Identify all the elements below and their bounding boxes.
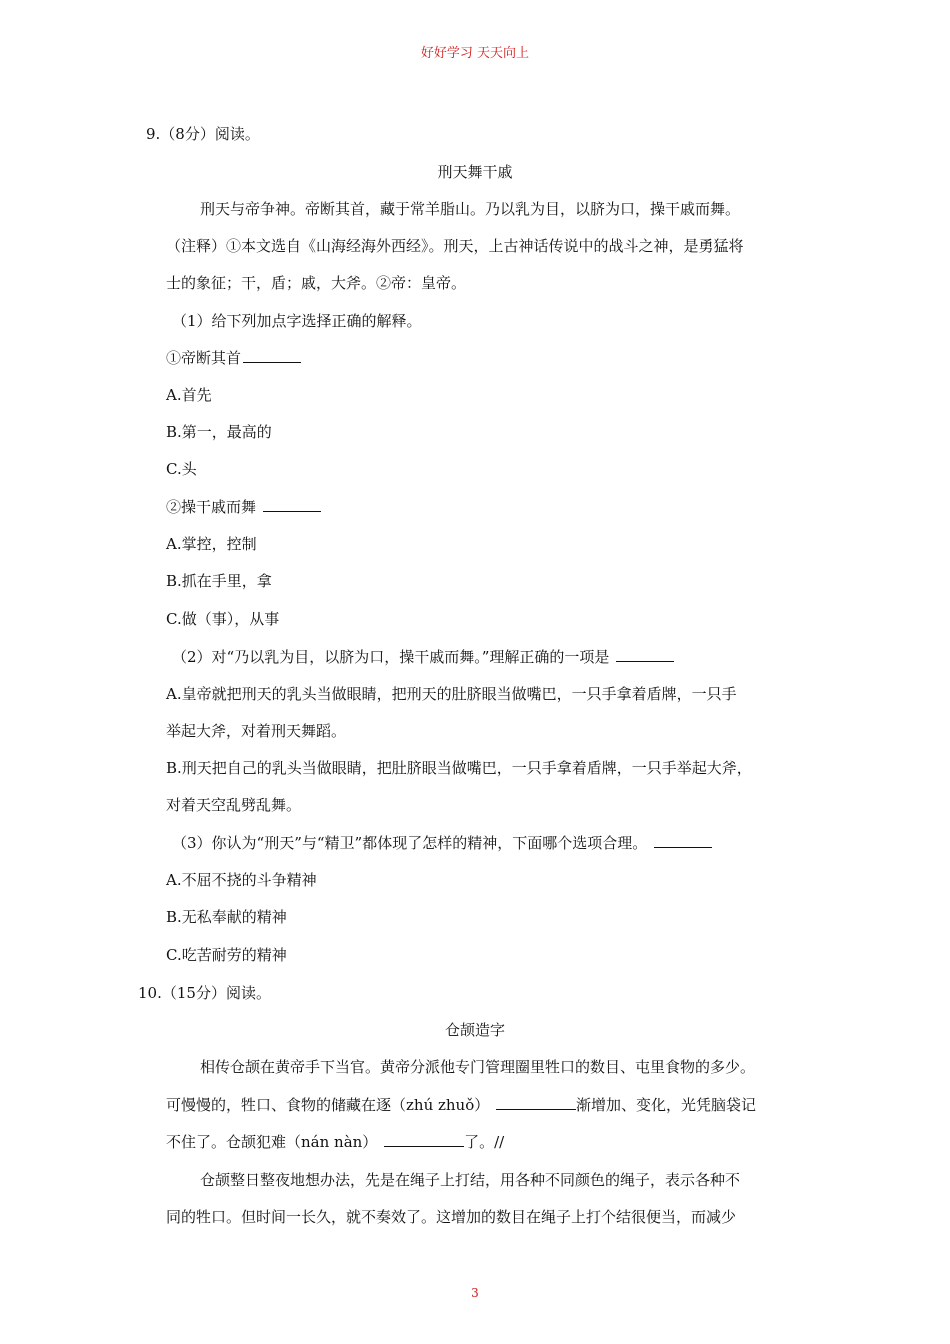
paragraph-1-line-2-a: 可慢慢的，牲口、食物的储藏在逐（zhú zhuǒ） <box>166 1096 495 1114</box>
question-10-heading: 10.（15分）阅读。 <box>138 984 271 1002</box>
option-1a: A.首先 <box>166 386 212 404</box>
passage-title-xingtian: 刑天舞干戚 <box>437 163 513 181</box>
option-2c: C.做（事），从事 <box>166 610 280 628</box>
passage-text: 刑天与帝争神。帝断其首，藏于常羊脂山。乃以乳为目，以脐为口，操干戚而舞。 <box>200 200 741 218</box>
option-s2b-line-1: B.刑天把自己的乳头当做眼睛，把肚脐眼当做嘴巴，一只手拿着盾牌，一只手举起大斧， <box>166 759 752 777</box>
paragraph-2-line-1: 仓颉整日整夜地想办法，先是在绳子上打结，用各种不同颜色的绳子，表示各种不 <box>200 1171 741 1189</box>
paragraph-1-line-3-b: 了。// <box>464 1133 505 1151</box>
sub-question-2-text: （2）对“乃以乳为目，以脐为口，操干戚而舞。”理解正确的一项是 <box>172 648 615 666</box>
option-2b: B.抓在手里，拿 <box>166 572 272 590</box>
option-s2a-line-2: 举起大斧，对着刑天舞蹈。 <box>166 722 347 740</box>
item-1 <box>166 348 301 368</box>
answer-blank-6[interactable] <box>384 1132 464 1147</box>
page-number: 3 <box>471 1286 479 1300</box>
item-2 <box>166 497 321 517</box>
paragraph-1-line-3 <box>166 1132 504 1152</box>
note-line-2: 士的象征；干，盾；戚，大斧。②帝：皇帝。 <box>166 274 467 292</box>
answer-blank-5[interactable] <box>496 1095 576 1110</box>
item-1-text: ①帝断其首 <box>166 349 242 367</box>
option-2a: A.掌控，控制 <box>166 535 257 553</box>
answer-blank-2[interactable] <box>263 497 321 512</box>
paragraph-1-line-1: 相传仓颉在黄帝手下当官。黄帝分派他专门管理圈里牲口的数目、屯里食物的多少。 <box>200 1058 756 1076</box>
option-s3b: B.无私奉献的精神 <box>166 908 287 926</box>
answer-blank-4[interactable] <box>654 833 712 848</box>
answer-blank-1[interactable] <box>243 348 301 363</box>
option-s2b-line-2: 对着天空乱劈乱舞。 <box>166 796 302 814</box>
option-1c: C.头 <box>166 460 197 478</box>
question-9-heading: 9.（8分）阅读。 <box>146 125 260 143</box>
sub-question-2 <box>172 647 674 667</box>
option-1b: B.第一，最高的 <box>166 423 272 441</box>
paragraph-2-line-2: 同的牲口。但时间一长久，就不奏效了。这增加的数目在绳子上打个结很便当，而减少 <box>166 1208 737 1226</box>
option-s2a-line-1: A.皇帝就把刑天的乳头当做眼睛，把刑天的肚脐眼当做嘴巴，一只手拿着盾牌，一只手 <box>166 685 737 703</box>
answer-blank-3[interactable] <box>616 647 674 662</box>
paragraph-1-line-3-a: 不住了。仓颉犯难（nán nàn） <box>166 1133 383 1151</box>
sub-question-3-text: （3）你认为“刑天”与“精卫”都体现了怎样的精神，下面哪个选项合理。 <box>172 834 652 852</box>
paragraph-1-line-2-b: 渐增加、变化，光凭脑袋记 <box>576 1096 757 1114</box>
passage-title-cangjie: 仓颉造字 <box>444 1021 505 1039</box>
option-s3a: A.不屈不挠的斗争精神 <box>166 871 317 889</box>
note-line-1: （注释）①本文选自《山海经海外西经》。刑天，上古神话传说中的战斗之神，是勇猛将 <box>166 237 744 255</box>
sub-question-3 <box>172 833 712 853</box>
option-s3c: C.吃苦耐劳的精神 <box>166 946 287 964</box>
paragraph-1-line-2 <box>166 1095 756 1115</box>
page-header: 好好学习 天天向上 <box>420 46 530 61</box>
item-2-text: ②操干戚而舞 <box>166 498 261 516</box>
sub-question-1: （1）给下列加点字选择正确的解释。 <box>172 312 422 330</box>
